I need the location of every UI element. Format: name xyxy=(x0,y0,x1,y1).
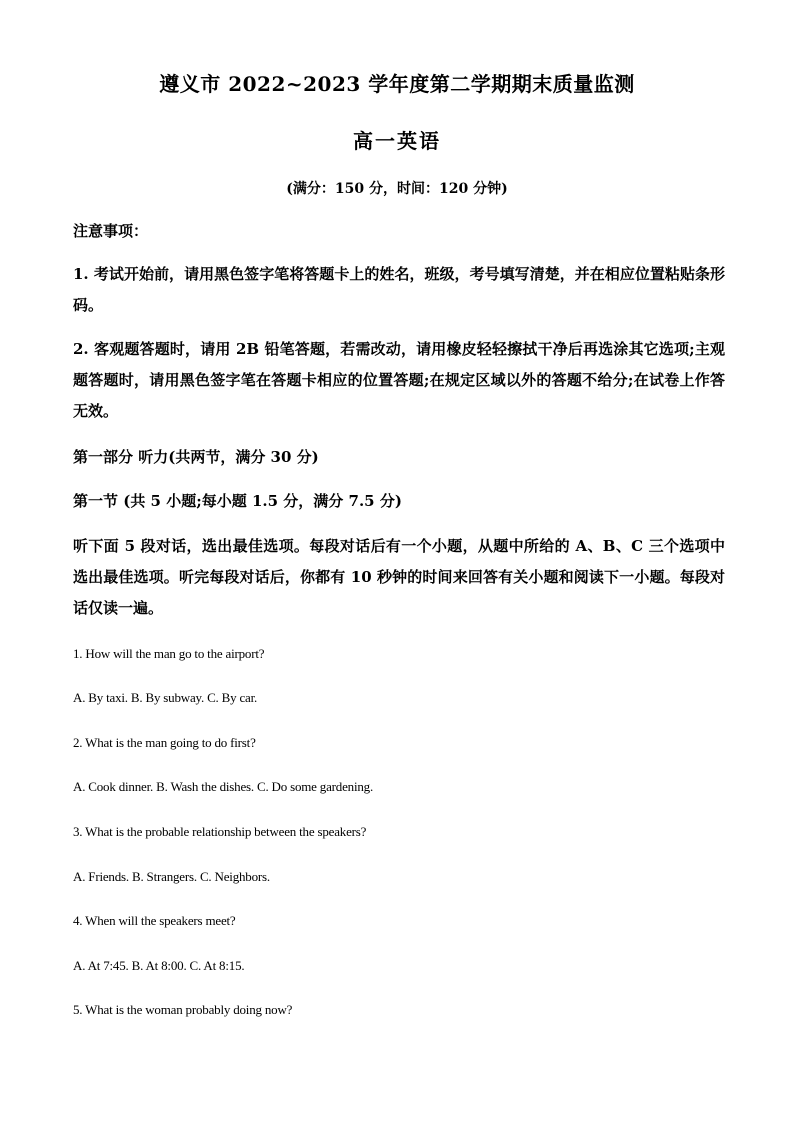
section1-heading: 第一节 (共 5 小题;每小题 1.5 分，满分 7.5 分) xyxy=(73,492,402,510)
exam-subject: 高一英语 xyxy=(353,129,441,153)
question-2-options: A. Cook dinner. B. Wash the dishes. C. Do some gardening. xyxy=(73,779,374,794)
question-5-stem: 5. What is the woman probably doing now? xyxy=(73,1002,293,1017)
part1-heading: 第一部分 听力(共两节，满分 30 分) xyxy=(73,448,319,466)
score-time-info: (满分：150 分，时间：120 分钟) xyxy=(286,181,508,197)
listening-instructions: 听下面 5 段对话，选出最佳选项。每段对话后有一个小题，从题中所给的 A、B、C 三个选项中选出最佳选项。听完每段对话后，你都有 10 秒钟的时间来回答有关小题和阅读下一小题。每段对话仅读一遍。 xyxy=(73,537,725,617)
exam-title: 遵义市 2022~2023 学年度第二学期期末质量监测 xyxy=(159,72,635,96)
question-4-options: A. At 7:45. B. At 8:00. C. At 8:15. xyxy=(73,958,245,973)
question-1-stem: 1. How will the man go to the airport? xyxy=(73,646,265,661)
question-3-stem: 3. What is the probable relationship between the speakers? xyxy=(73,824,367,839)
question-3-options: A. Friends. B. Strangers. C. Neighbors. xyxy=(73,869,270,884)
notice-item-2: 2. 客观题答题时，请用 2B 铅笔答题，若需改动，请用橡皮轻轻擦拭干净后再选涂其它选项;主观题答题时，请用黑色签字笔在答题卡相应的位置答题;在规定区域以外的答题不给分;在试卷上作答无效。 xyxy=(73,340,725,420)
question-2-stem: 2. What is the man going to do first? xyxy=(73,735,256,750)
question-1-options: A. By taxi. B. By subway. C. By car. xyxy=(73,690,258,705)
question-4-stem: 4. When will the speakers meet? xyxy=(73,913,236,928)
notice-heading: 注意事项： xyxy=(73,222,149,240)
notice-item-1: 1. 考试开始前，请用黑色签字笔将答题卡上的姓名，班级，考号填写清楚，并在相应位置粘贴条形码。 xyxy=(73,265,725,314)
